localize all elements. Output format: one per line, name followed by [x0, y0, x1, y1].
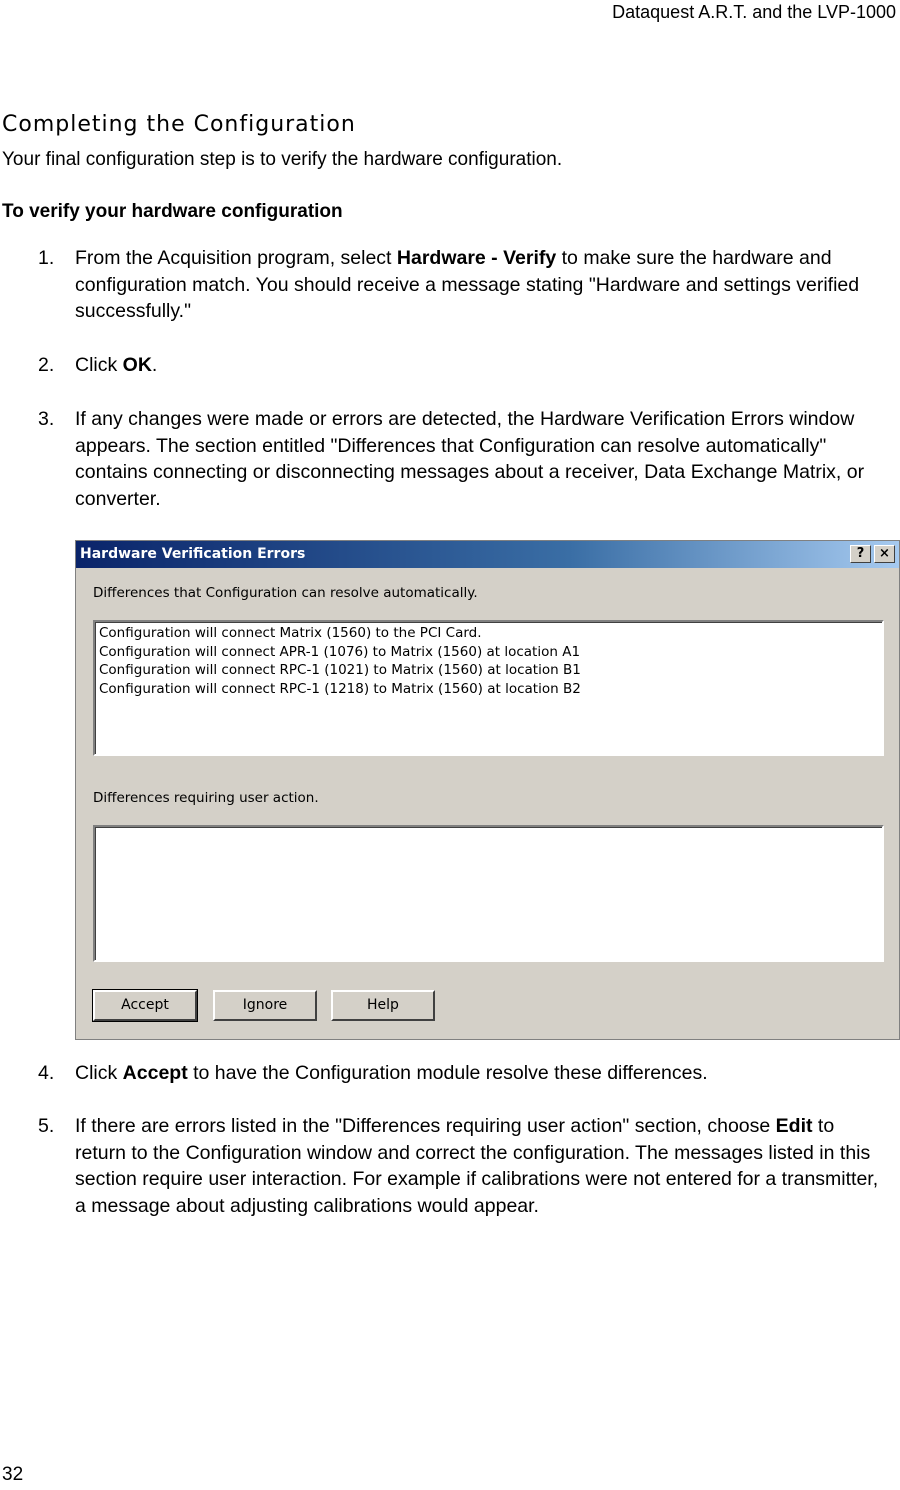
ignore-button[interactable]: Ignore	[213, 990, 317, 1021]
step-2	[38, 352, 888, 379]
accept-button[interactable]: Accept	[93, 990, 197, 1021]
auto-differences-list[interactable]	[93, 620, 884, 756]
step-number: 3.	[38, 408, 55, 430]
help-button[interactable]: Help	[331, 990, 435, 1021]
button-reference: Edit	[775, 1115, 813, 1137]
step-number: 4.	[38, 1062, 55, 1084]
step-text: From the Acquisition program, select Hardware - Verify to make sure the hardware and configuration match. You should receive a message stating "Hardware and settings verified successfully."	[75, 247, 860, 322]
list-item[interactable]: Configuration will connect RPC-1 (1021) to Matrix (1560) at location B1	[99, 662, 581, 678]
list-item[interactable]: Configuration will connect RPC-1 (1218) to Matrix (1560) at location B2	[99, 680, 581, 697]
list-item[interactable]: Configuration will connect APR-1 (1076) to Matrix (1560) at location A1	[99, 643, 581, 660]
running-header: Dataquest A.R.T. and the LVP-1000	[612, 2, 896, 22]
step-1	[38, 245, 888, 325]
step-text: If any changes were made or errors are detected, the Hardware Verification Errors window appears. The section entitled "Differences that Configuration can resolve automatically" contains connecting or disconnecting messages about a receiver, Data Exchange Matrix, or converter.	[75, 408, 865, 510]
section-title: Completing the Configuration	[2, 112, 356, 137]
dialog-title: Hardware Verification Errors	[80, 546, 306, 562]
close-icon[interactable]: ×	[874, 545, 895, 563]
step-4	[38, 1060, 888, 1087]
step-number: 5.	[38, 1115, 55, 1137]
step-3	[38, 406, 888, 512]
page-number: 32	[2, 1464, 24, 1485]
menu-path: Hardware - Verify	[396, 247, 557, 269]
step-text: Click OK.	[75, 354, 158, 376]
button-reference: OK	[122, 354, 152, 376]
auto-differences-label: Differences that Configuration can resolve automatically.	[93, 585, 478, 601]
step-number: 2.	[38, 354, 55, 376]
button-reference: Accept	[122, 1062, 188, 1084]
user-action-label: Differences requiring user action.	[93, 790, 319, 806]
hardware-verification-errors-dialog	[75, 540, 900, 1040]
step-text: If there are errors listed in the "Differences requiring user action" section, choose Edit to return to the Configuration window and correct the configuration. The messages listed in this section require user interaction. For example if calibrations were not entered for a transmitter, a message about adjusting calibrations would appear.	[75, 1115, 879, 1217]
step-5	[38, 1113, 888, 1219]
help-icon[interactable]: ?	[850, 545, 871, 563]
procedure-heading: To verify your hardware configuration	[2, 201, 343, 222]
list-item[interactable]: Configuration will connect Matrix (1560) to the PCI Card.	[99, 625, 482, 641]
user-action-list[interactable]	[93, 825, 884, 962]
step-text: Click Accept to have the Configuration module resolve these differences.	[75, 1062, 708, 1084]
dialog-titlebar	[76, 541, 899, 568]
step-number: 1.	[38, 247, 55, 269]
intro-paragraph: Your final configuration step is to verify the hardware configuration.	[2, 149, 563, 170]
